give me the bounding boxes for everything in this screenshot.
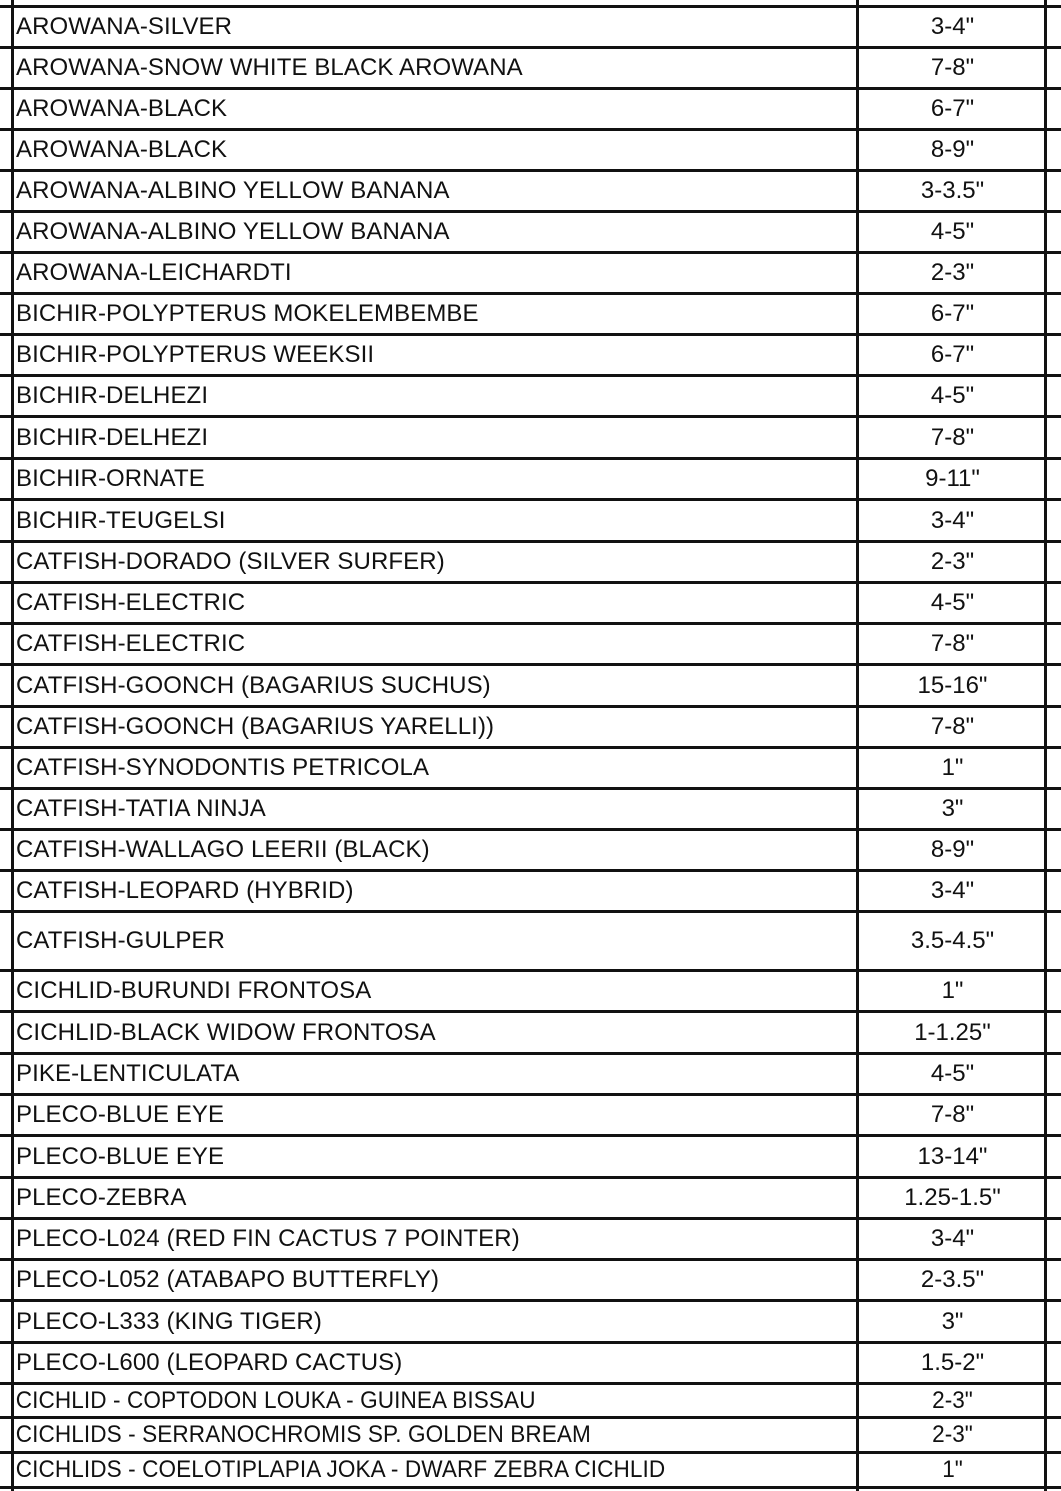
empty-cell[interactable] [1048,131,1061,169]
item-name-cell[interactable]: CATFISH-WALLAGO LEERII (BLACK) [16,836,430,863]
table-row [0,1416,1061,1451]
size-cell[interactable]: 1" [942,1456,963,1483]
size-cell[interactable]: 4-5" [930,382,975,409]
table-row [0,663,1061,705]
table-row [0,498,1061,540]
table-row [0,374,1061,415]
empty-cell[interactable] [1048,708,1061,746]
table-row [0,169,1061,210]
size-cell[interactable]: 1.25-1.5" [904,1184,1001,1211]
size-cell[interactable]: 6-7" [930,95,975,122]
empty-cell[interactable] [1048,8,1061,46]
size-cell[interactable]: 2-3.5" [920,1266,985,1293]
size-cell[interactable]: 2-3" [932,1421,973,1448]
item-name-cell[interactable]: CATFISH-DORADO (SILVER SURFER) [16,548,445,575]
size-cell[interactable]: 3" [941,1307,964,1335]
empty-cell[interactable] [1048,872,1061,910]
table-row [0,622,1061,663]
size-cell[interactable]: 2-3" [930,259,975,286]
empty-cell[interactable] [1048,831,1061,869]
table-row [0,1258,1061,1299]
item-name-cell[interactable]: CATFISH-ELECTRIC [16,630,246,657]
item-name-cell[interactable]: AROWANA-BLACK [16,95,228,122]
item-name-cell[interactable]: BICHIR-POLYPTERUS WEEKSII [16,341,375,368]
empty-cell[interactable] [1048,1220,1061,1258]
size-cell[interactable]: 1" [941,754,964,781]
table-row [0,540,1061,581]
size-cell[interactable]: 3.5-4.5" [910,927,995,954]
size-cell[interactable]: 6-7" [930,300,975,327]
size-cell[interactable]: 7-8" [930,423,975,451]
size-cell[interactable]: 13-14" [917,1142,988,1170]
empty-cell[interactable] [1048,1302,1061,1341]
size-cell[interactable]: 4-5" [930,1060,975,1087]
item-name-cell[interactable]: CATFISH-ELECTRIC [16,589,246,616]
item-name-cell[interactable]: PLECO-BLUE EYE [16,1142,225,1170]
size-cell[interactable]: 15-16" [917,671,988,699]
table-row [0,128,1061,169]
empty-cell[interactable] [1048,913,1061,969]
empty-cell[interactable] [1048,625,1061,663]
empty-cell[interactable] [1048,584,1061,622]
empty-cell[interactable] [1048,543,1061,581]
empty-cell[interactable] [1048,49,1061,87]
table-row [0,1134,1061,1176]
item-name-cell[interactable]: BICHIR-ORNATE [16,465,205,492]
item-name-cell[interactable]: PLECO-BLUE EYE [16,1101,225,1128]
size-cell[interactable]: 3" [941,795,964,822]
empty-cell[interactable] [1048,501,1061,540]
empty-cell[interactable] [1048,749,1061,787]
empty-cell[interactable] [1048,1179,1061,1217]
table-row [0,333,1061,374]
size-cell[interactable]: 1-1.25" [914,1018,991,1046]
size-cell[interactable]: 7-8" [930,630,975,657]
table-row [0,581,1061,622]
table-row [0,5,1061,46]
item-name-cell[interactable]: BICHIR-DELHEZI [16,423,209,451]
table-row [0,1052,1061,1093]
item-name-cell[interactable]: AROWANA-SNOW WHITE BLACK AROWANA [16,54,523,81]
empty-cell[interactable] [1048,295,1061,333]
item-name-cell[interactable]: CICHLID - COPTODON LOUKA - GUINEA BISSAU [15,1386,536,1414]
item-name-cell[interactable]: CATFISH-SYNODONTIS PETRICOLA [16,754,430,781]
table-row [0,1217,1061,1258]
size-cell[interactable]: 3-4" [930,1225,975,1252]
item-name-cell[interactable]: AROWANA-SILVER [16,13,233,40]
table-row [0,1010,1061,1052]
item-name-cell[interactable]: AROWANA-ALBINO YELLOW BANANA [16,218,450,245]
size-cell[interactable]: 9-11" [925,465,980,492]
table-row [0,787,1061,828]
item-name-cell[interactable]: CICHLIDS - COELOTIPLAPIA JOKA - DWARF ZEBRA CICHLID [15,1456,666,1483]
size-cell[interactable]: 2-3" [932,1386,973,1414]
empty-cell[interactable] [1048,1454,1061,1486]
size-cell[interactable]: 1.5-2" [920,1349,985,1376]
size-cell[interactable]: 3-4" [930,13,975,40]
item-name-cell[interactable]: CICHLID-BLACK WIDOW FRONTOSA [16,1018,436,1046]
table-row [0,210,1061,251]
table-row [0,705,1061,746]
item-name-cell[interactable]: PIKE-LENTICULATA [16,1060,240,1087]
item-name-cell[interactable]: CICHLIDS - SERRANOCHROMIS SP. GOLDEN BREAM [15,1421,591,1448]
table-row [0,1341,1061,1382]
table-row [0,292,1061,333]
size-cell[interactable]: 3-3.5" [920,177,985,204]
size-cell[interactable]: 7-8" [930,54,975,81]
size-cell[interactable]: 4-5" [930,218,975,245]
table-row [0,1382,1061,1416]
empty-cell[interactable] [1048,377,1061,415]
item-name-cell[interactable]: CATFISH-TATIA NINJA [16,795,266,822]
item-name-cell[interactable]: CATFISH-GOONCH (BAGARIUS SUCHUS) [16,671,491,699]
table-row [0,1176,1061,1217]
empty-cell[interactable] [1048,90,1061,128]
empty-cell[interactable] [1048,460,1061,498]
empty-cell[interactable] [1048,1385,1061,1416]
item-name-cell[interactable]: AROWANA-ALBINO YELLOW BANANA [16,177,450,204]
item-name-cell[interactable]: PLECO-L600 (LEOPARD CACTUS) [16,1349,403,1376]
empty-cell[interactable] [1048,1261,1061,1299]
size-cell[interactable]: 8-9" [930,136,975,163]
empty-cell[interactable] [1048,336,1061,374]
size-cell[interactable]: 8-9" [930,836,975,863]
size-cell[interactable]: 3-4" [930,506,975,534]
item-name-cell[interactable]: AROWANA-BLACK [16,136,228,163]
empty-cell[interactable] [1048,1419,1061,1451]
size-cell[interactable]: 3-4" [930,877,975,904]
size-cell[interactable]: 7-8" [930,1101,975,1128]
empty-cell[interactable] [1048,172,1061,210]
item-name-cell[interactable]: PLECO-L052 (ATABAPO BUTTERFLY) [16,1266,440,1293]
item-name-cell[interactable]: PLECO-L024 (RED FIN CACTUS 7 POINTER) [16,1225,520,1252]
empty-cell[interactable] [1048,1096,1061,1134]
table-row [0,1451,1061,1489]
empty-cell[interactable] [1048,1013,1061,1052]
table-row [0,828,1061,869]
size-cell[interactable]: 7-8" [930,713,975,740]
size-cell[interactable]: 4-5" [930,589,975,616]
size-cell[interactable]: 6-7" [930,341,975,368]
table-row [0,457,1061,498]
table-row [0,1093,1061,1134]
table-row [0,869,1061,910]
item-name-cell[interactable]: CICHLID-BURUNDI FRONTOSA [16,977,372,1004]
empty-cell[interactable] [1048,213,1061,251]
empty-cell[interactable] [1048,1055,1061,1093]
item-name-cell[interactable]: AROWANA-LEICHARDTI [16,259,292,286]
empty-cell[interactable] [1048,1344,1061,1382]
item-name-cell[interactable]: CATFISH-GOONCH (BAGARIUS YARELLI)) [16,713,495,740]
item-name-cell[interactable]: BICHIR-TEUGELSI [16,506,226,534]
size-cell[interactable]: 2-3" [930,548,975,575]
table-row [0,910,1061,969]
item-name-cell[interactable]: CATFISH-GULPER [16,927,225,954]
table-row [0,969,1061,1010]
empty-cell[interactable] [1048,790,1061,828]
empty-cell[interactable] [1048,666,1061,705]
table-row [0,46,1061,87]
empty-cell[interactable] [1048,1137,1061,1176]
table-row [0,746,1061,787]
empty-cell[interactable] [1048,972,1061,1010]
item-name-cell[interactable]: BICHIR-POLYPTERUS MOKELEMBEMBE [16,300,479,327]
table-row [0,415,1061,457]
size-cell[interactable]: 1" [941,977,964,1004]
table-row [0,87,1061,128]
item-name-cell[interactable]: PLECO-L333 (KING TIGER) [16,1307,322,1335]
item-name-cell[interactable]: PLECO-ZEBRA [16,1184,187,1211]
table-row [0,1299,1061,1341]
table-row [0,251,1061,292]
empty-cell[interactable] [1048,254,1061,292]
item-name-cell[interactable]: CATFISH-LEOPARD (HYBRID) [16,877,354,904]
item-name-cell[interactable]: BICHIR-DELHEZI [16,382,209,409]
empty-cell[interactable] [1048,418,1061,457]
